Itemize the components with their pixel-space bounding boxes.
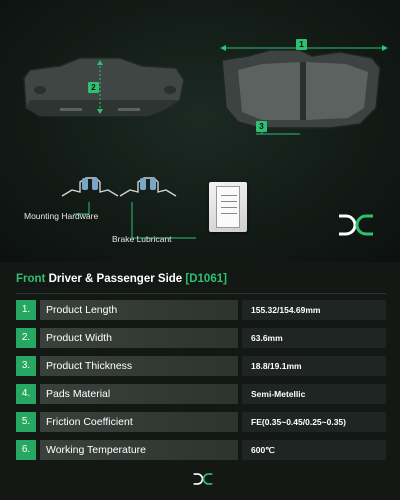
mounting-hardware-clips xyxy=(62,178,176,196)
heading-divider xyxy=(16,293,386,294)
spec-row-material xyxy=(16,384,386,404)
heading-front: Front xyxy=(16,273,46,285)
brake-pad-friction-side xyxy=(222,50,380,128)
spec-row-friction xyxy=(16,412,386,432)
brake-pad-backing-plate xyxy=(24,58,184,116)
spec-number: 1. xyxy=(16,300,36,320)
heading-side: Driver & Passenger Side xyxy=(48,273,183,285)
spec-label: Friction Coefficient xyxy=(40,412,238,432)
spec-number: 3. xyxy=(16,356,36,376)
callout-thickness: 3 xyxy=(256,121,267,132)
spec-label: Product Thickness xyxy=(40,356,238,376)
spec-label: Working Temperature xyxy=(40,440,238,460)
specs-heading xyxy=(16,273,227,291)
spec-row-width xyxy=(16,328,386,348)
brake-lubricant-label: Brake Lubricant xyxy=(112,234,172,244)
heading-code: [D1061] xyxy=(185,273,227,285)
dc-logo-icon xyxy=(336,213,376,237)
spec-number: 2. xyxy=(16,328,36,348)
callout-width: 2 xyxy=(88,82,99,93)
spec-label: Product Width xyxy=(40,328,238,348)
spec-label: Pads Material xyxy=(40,384,238,404)
spec-value: Semi-Metellic xyxy=(242,384,386,404)
spec-number: 6. xyxy=(16,440,36,460)
spec-label: Product Length xyxy=(40,300,238,320)
brake-lubricant-packet xyxy=(209,182,247,232)
spec-number: 4. xyxy=(16,384,36,404)
spec-row-length xyxy=(16,300,386,320)
dc-logo-icon xyxy=(192,471,214,487)
spec-value: 600℃ xyxy=(242,440,386,460)
callout-length: 1 xyxy=(296,39,307,50)
spec-row-thickness xyxy=(16,356,386,376)
spec-value: 18.8/19.1mm xyxy=(242,356,386,376)
spec-value: 63.6mm xyxy=(242,328,386,348)
spec-value: FE(0.35~0.45/0.25~0.35) xyxy=(242,412,386,432)
spec-number: 5. xyxy=(16,412,36,432)
spec-row-temperature xyxy=(16,440,386,460)
spec-value: 155.32/154.69mm xyxy=(242,300,386,320)
mounting-hardware-label: Mounting Hardware xyxy=(24,211,99,221)
specs-panel xyxy=(0,262,400,500)
